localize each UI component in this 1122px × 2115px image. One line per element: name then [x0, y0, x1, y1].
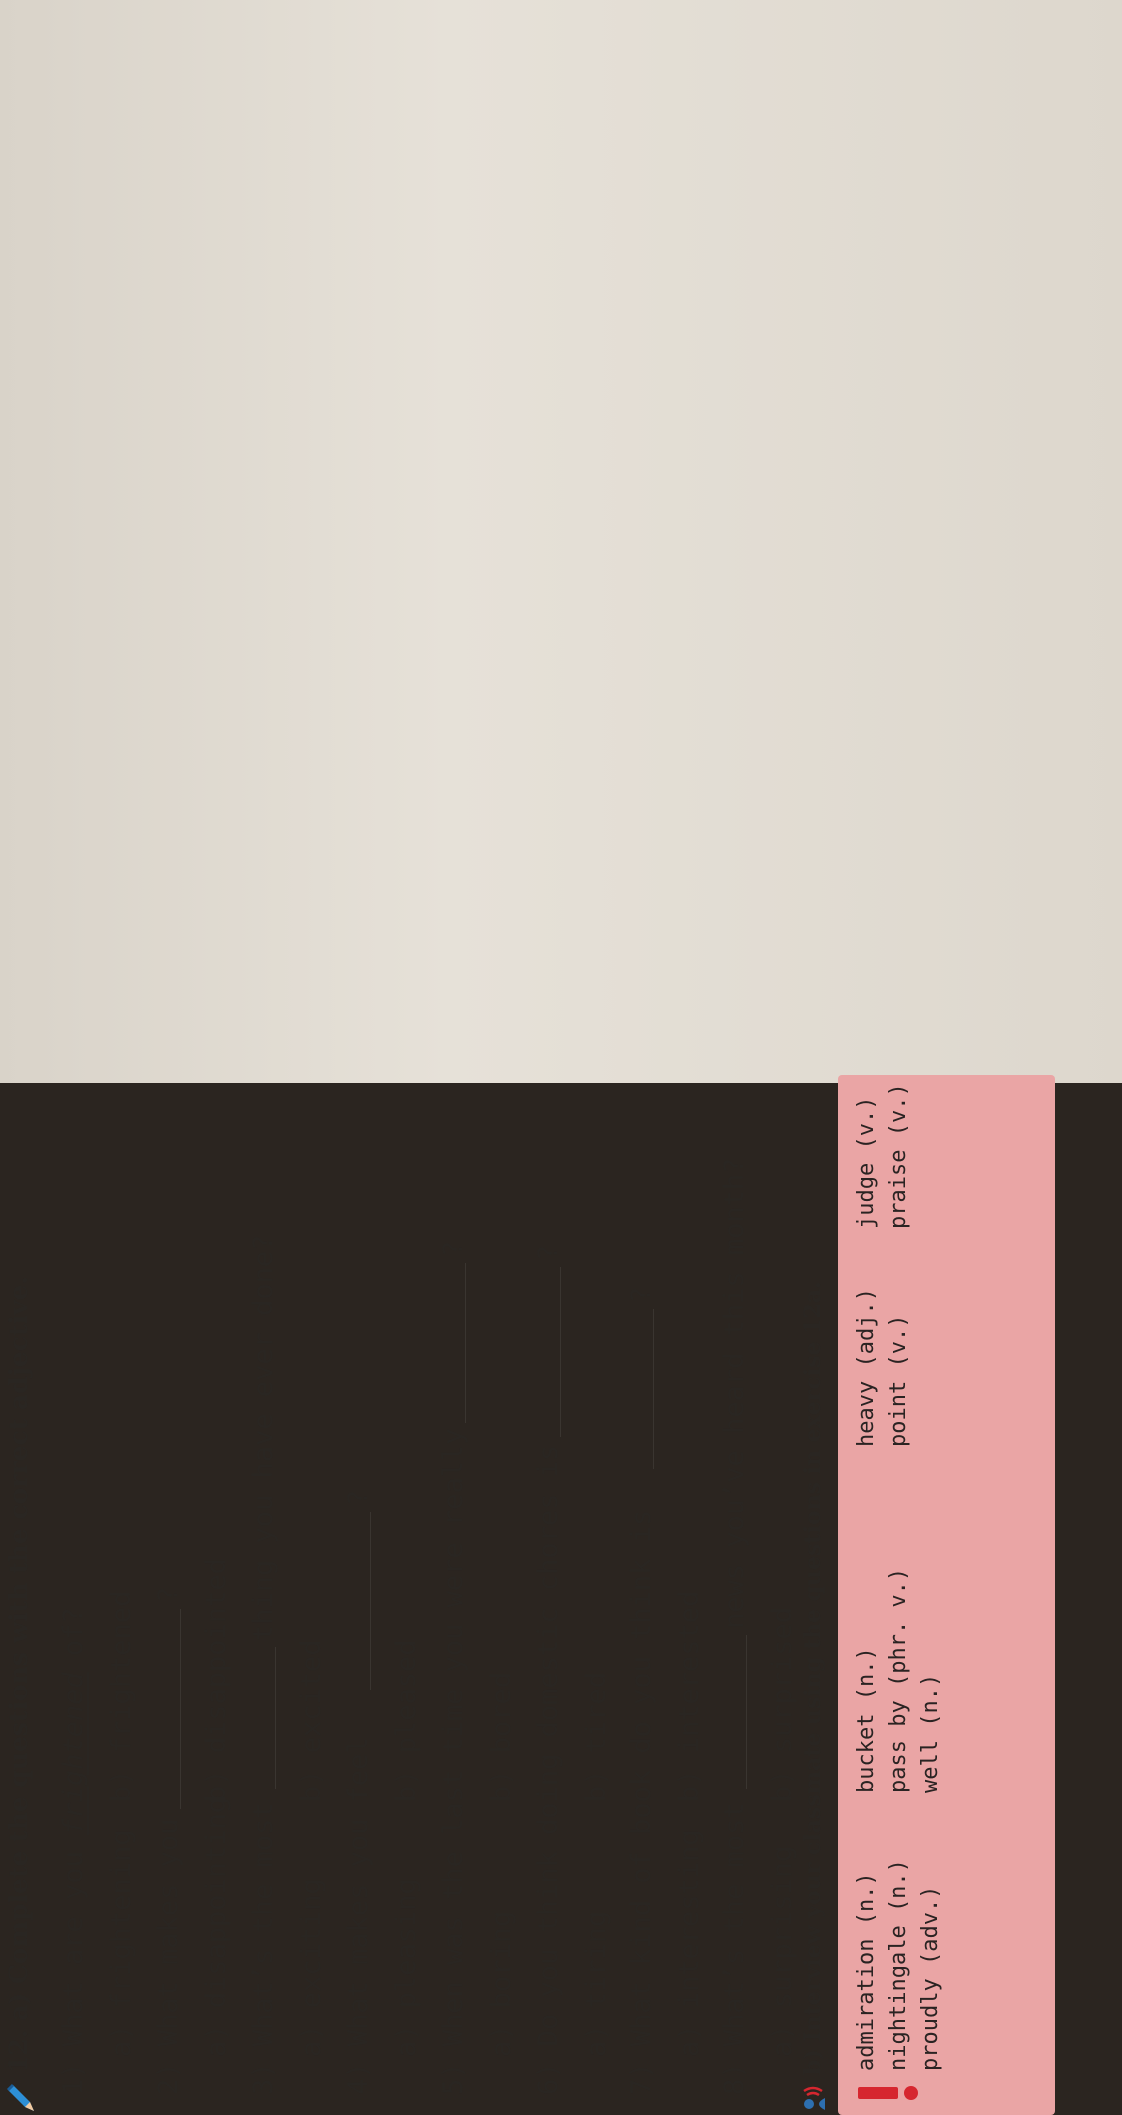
question-end: ?	[533, 1244, 564, 1261]
option-b: b) interested	[674, 1590, 705, 1802]
option-a: a) pleasing	[391, 1878, 422, 2057]
answer-blank	[653, 1309, 654, 1469]
question-text: 1) What are you	[58, 1834, 89, 2095]
part-b-instruction: b) Interview your classmate using the questions in exercise 12a.	[800, 1281, 826, 2075]
answer-blank	[180, 1609, 181, 1809]
question-end: thing you have ever done?	[248, 1234, 279, 1641]
question-end: ?	[626, 1286, 657, 1303]
word-item: point (v.)	[886, 1314, 911, 1447]
answer-blank	[275, 1647, 276, 1789]
word-item: admiration (n.)	[854, 1872, 879, 2071]
question-3: 3) What’s the most	[248, 1802, 279, 2095]
option-a: a) boring	[486, 1910, 517, 2057]
option-b: b) surprised	[767, 1606, 798, 1802]
question-end: ?	[343, 1489, 374, 1506]
word-item: heavy (adj.)	[854, 1288, 879, 1447]
word-item: proudly (adv.)	[918, 1885, 943, 2071]
word-item: bucket (n.)	[854, 1647, 879, 1793]
option-a: a) disappointing	[201, 1796, 232, 2057]
option-b: b) pleased	[391, 1639, 422, 1802]
word-item: praise (v.)	[886, 1083, 911, 1229]
option-a: a) surprising	[767, 1845, 798, 2057]
answer-blank	[560, 1267, 561, 1437]
option-b: b) tired	[581, 1671, 612, 1802]
word-item: pass by (phr. v.)	[886, 1567, 911, 1793]
answer-blank	[465, 1263, 466, 1423]
question-text-end: of?	[58, 1607, 89, 1673]
word-item: well (n.)	[918, 1673, 943, 1793]
question-end: ?	[438, 1240, 469, 1257]
option-a: a) exciting	[296, 1878, 327, 2057]
option-b: b) frightened	[106, 1590, 137, 1802]
question-5: 5) When was the last time you were really	[438, 1428, 469, 2095]
exercise-number: 12.	[4, 2029, 33, 2073]
question-8: 8) What’s the most	[719, 1802, 750, 2095]
question-6: 6) Do you think doing domestic chores is	[533, 1444, 564, 2095]
pencil-icon	[4, 2081, 38, 2115]
rotated-content	[0, 1075, 1055, 2115]
question-2: 2) What makes you	[153, 1818, 184, 2095]
example-answer: frightened	[58, 1672, 89, 1835]
question-end: news you’ve heard this month?	[719, 1157, 750, 1629]
word-item: judge (v.)	[854, 1096, 879, 1229]
word-item: nightingale (n.)	[886, 1859, 911, 2071]
question-4: 4) What makes you feel	[343, 1737, 374, 2095]
option-b: b) disappointed	[201, 1558, 232, 1802]
answer-blank	[370, 1512, 371, 1690]
option-a: a) tiring	[581, 1910, 612, 2057]
answer-blank	[746, 1635, 747, 1789]
option-b: b) excited	[296, 1639, 327, 1802]
word-box	[838, 1075, 1055, 2115]
audio-icon	[801, 2083, 829, 2113]
question-1	[60, 1607, 87, 2095]
option-b: b) bored	[486, 1671, 517, 1802]
exclamation-icon	[858, 2085, 920, 2101]
option-a: a) frightening	[106, 1829, 137, 2057]
question-7: 7) What kind of book do you think is	[626, 1509, 657, 2095]
option-a: a) interesting	[674, 1829, 705, 2057]
question-end: ?	[153, 1586, 184, 1603]
exercise-instruction: a) Complete the questions with the correct adjective.	[4, 1275, 33, 2021]
